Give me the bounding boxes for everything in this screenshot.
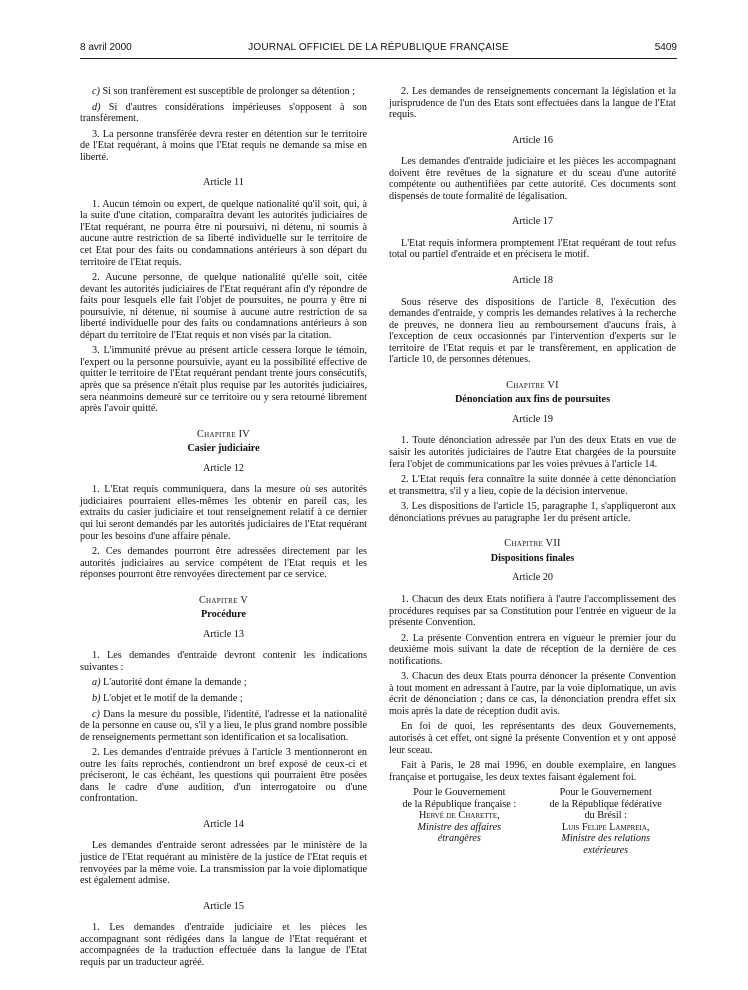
item-c: c) Si son tranfèrement est susceptible de prolonger sa détention ;	[92, 86, 356, 97]
item-a: a) L'autorité dont émane la demande ;	[92, 677, 247, 689]
article-20-heading: Article 20	[511, 572, 554, 584]
article-17-heading: Article 17	[511, 216, 554, 228]
item-d: d) Si d'autres considérations impérieuses s'opposent à son transfèrement.	[80, 101, 367, 125]
chapter-4-label: Chapitre IV	[197, 428, 250, 440]
paragraph: 1. Les demandes d'entraide judiciaire et les pièces les accompagnant sont rédigées dans la langue de l'Etat requérant et accompagnées de la traduction effectuée dans la langue de l'Etat requis par un traducteur agréé.	[80, 922, 367, 968]
item-b: b) L'objet et le motif de la demande ;	[92, 692, 243, 704]
signature-france: Pour le Gouvernement de la République française : Hervé de Charette, Ministre des affaires étrangères	[389, 787, 530, 856]
journal-title: JOURNAL OFFICIEL DE LA RÉPUBLIQUE FRANÇAISE	[248, 42, 509, 53]
paragraph: 3. Les dispositions de l'article 15, paragraphe 1, s'appliqueront aux dénonciations prévues au paragraphe 1er du présent article.	[389, 501, 676, 524]
paragraph: Les demandes d'entraide judiciaire et les pièces les accompagnant doivent être revêtues de la signature et du sceau d'une autorité compétente ou authentifiées par cette autorité. Ces documents sont dispensés de toute formalité de légalisation.	[389, 156, 676, 202]
signatures	[389, 787, 676, 856]
chapter-5-title: Procédure	[201, 609, 246, 621]
article-13-heading: Article 13	[202, 628, 245, 640]
paragraph: 2. L'Etat requis fera connaître la suite donnée à cette dénonciation et transmettra, s'il y a lieu, copie de la décision intervenue.	[389, 474, 676, 497]
article-19-heading: Article 19	[511, 413, 554, 425]
paragraph: 2. Les demandes d'entraide prévues à l'article 3 mentionneront en outre les faits reprochés, contiendront un bref exposé de ceux-ci et préciseront, le cas échéant, les questions qui pourraient être posées dans le cadre d'une audition, d'un interrogatoire ou d'une confrontation.	[80, 747, 367, 805]
article-15-heading: Article 15	[202, 900, 245, 912]
signatory-name: Luis Felipe Lampreia,	[561, 821, 650, 833]
paragraph: 1. Les demandes d'entraide devront contenir les indications suivantes :	[80, 650, 367, 673]
right-column	[389, 86, 676, 856]
paragraph: 1. L'Etat requis communiquera, dans la mesure où ses autorités judiciaires pourraient elles-mêmes les obtenir en pareil cas, les extraits du casier judiciaire et tout renseignement relatif à ce dernier qui lui seront demandés par les autorités judiciaires de l'Etat requérant pour les besoins d'une affaire pénale.	[80, 484, 367, 542]
paragraph: 2. La présente Convention entrera en vigueur le premier jour du deuxième mois suivant la date de réception de la dernière de ces notifications.	[389, 632, 676, 667]
page-header	[80, 40, 677, 59]
paragraph: 1. Toute dénonciation adressée par l'un des deux Etats en vue de saisir les autorités judiciaires de l'autre Etat chargées de la poursuite fera l'objet de communications par les voies prévues à l'article 14.	[389, 435, 676, 470]
chapter-5-label: Chapitre V	[198, 594, 249, 606]
chapter-7-title: Dispositions finales	[490, 552, 575, 564]
paragraph: 2. Ces demandes pourront être adressées directement par les autorités judiciaires au service compétent de l'Etat requis et les réponses pourront être renvoyées directement par ce service.	[80, 546, 367, 581]
paragraph: Les demandes d'entraide seront adressées par le ministère de la justice de l'Etat requérant au ministère de la justice de l'Etat requis et renvoyées par la même voie. La transmission par la voie diplomatique est également admise.	[80, 840, 367, 887]
chapter-6-title: Dénonciation aux fins de poursuites	[454, 394, 611, 406]
paragraph: 2. Les demandes de renseignements concernant la législation et la jurisprudence de l'un des Etats sont effectuées dans la langue de l'Etat requis.	[389, 86, 676, 121]
page-number: 5409	[654, 42, 677, 53]
paragraph: Sous réserve des dispositions de l'article 8, l'exécution des demandes d'entraide, y compris les demandes relatives à la recherche de preuves, ne donnera lieu au remboursement d'aucuns frais, à l'exception de ceux occasionnés par l'intervention d'experts sur le territoire de l'Etat requis et par le transfèrement, en application de l'article 10, de personnes détenues.	[389, 296, 676, 366]
article-12-heading: Article 12	[202, 462, 245, 474]
left-column	[80, 86, 367, 972]
article-11-heading: Article 11	[203, 177, 244, 189]
paragraph: L'Etat requis informera promptement l'Etat requérant de tout refus total ou partiel d'entraide et en précisera le motif.	[389, 237, 676, 261]
header-date: 8 avril 2000	[80, 42, 132, 53]
article-16-heading: Article 16	[511, 134, 554, 146]
paragraph: Fait à Paris, le 28 mai 1996, en double exemplaire, en langues française et portugaise, les deux textes faisant également foi.	[389, 760, 676, 783]
paragraph: En foi de quoi, les représentants des deux Gouvernements, autorisés à cet effet, ont signé la présente Convention et y ont apposé leur sceau.	[389, 721, 676, 756]
paragraph: 3. Chacun des deux Etats pourra dénoncer la présente Convention à tout moment en adressant à l'autre, par la voie diplomatique, un avis écrit de dénonciation ; dans ce cas, la dénonciation prendra effet six mois après la date de réception dudit avis.	[389, 671, 676, 717]
paragraph: 1. Chacun des deux Etats notifiera à l'autre l'accomplissement des procédures requises par sa Constitution pour l'entrée en vigueur de la présente Convention.	[389, 593, 676, 629]
chapter-6-label: Chapitre VI	[506, 379, 559, 391]
chapter-4-title: Casier judiciaire	[187, 443, 260, 455]
chapter-7-label: Chapitre VII	[504, 538, 561, 550]
paragraph: 1. Aucun témoin ou expert, de quelque nationalité qu'il soit, qui, à la suite d'une citation, comparaîtra devant les autorités judiciaires de l'Etat requérant, ne pourra être ni poursuivi, ni détenu, ni soumis à aucune autre restriction de sa liberté individuelle sur le territoire de cet Etat pour des faits ou condamnations antérieurs à son départ du territoire de l'Etat requis.	[80, 198, 367, 268]
paragraph: 2. Aucune personne, de quelque nationalité qu'elle soit, citée devant les autorités judiciaires de l'Etat requérant afin d'y répondre de faits pour lesquels elle fait l'objet de poursuites, ne pourra y être ni poursuivie, ni détenue, ni soumise à aucune autre restriction de sa liberté individuelle pour des faits ou condamnations antérieurs à son départ du territoire de l'Etat requis et non visés par la citation.	[80, 272, 367, 341]
signature-brazil: Pour le Gouvernement de la République fédérative du Brésil : Luis Felipe Lampreia, Ministre des relations extérieures	[535, 787, 676, 856]
paragraph: 3. L'immunité prévue au présent article cessera lorque le témoin, l'expert ou la personne poursuivie, ayant eu la possibilité effective de quitter le territoire de l'Etat requérant pendant trente jours consécutifs, après que sa présence n'était plus requise par les autorités judiciaires, sera néanmoins demeuré sur ce territoire ou y sera retourné librement après l'avoir quitté.	[80, 345, 367, 415]
paragraph: 3. La personne transférée devra rester en détention sur le territoire de l'Etat requérant, à moins que l'Etat requis ne demande sa mise en liberté.	[80, 128, 367, 163]
signatory-name: Hervé de Charette,	[418, 810, 500, 822]
article-18-heading: Article 18	[511, 275, 554, 287]
item-c: c) Dans la mesure du possible, l'identité, l'adresse et la nationalité de la personne en cause ou, s'il y a lieu, le plus grand nombre possible de renseignements permettant son identification et sa localisation.	[80, 708, 367, 743]
article-14-heading: Article 14	[202, 818, 245, 830]
